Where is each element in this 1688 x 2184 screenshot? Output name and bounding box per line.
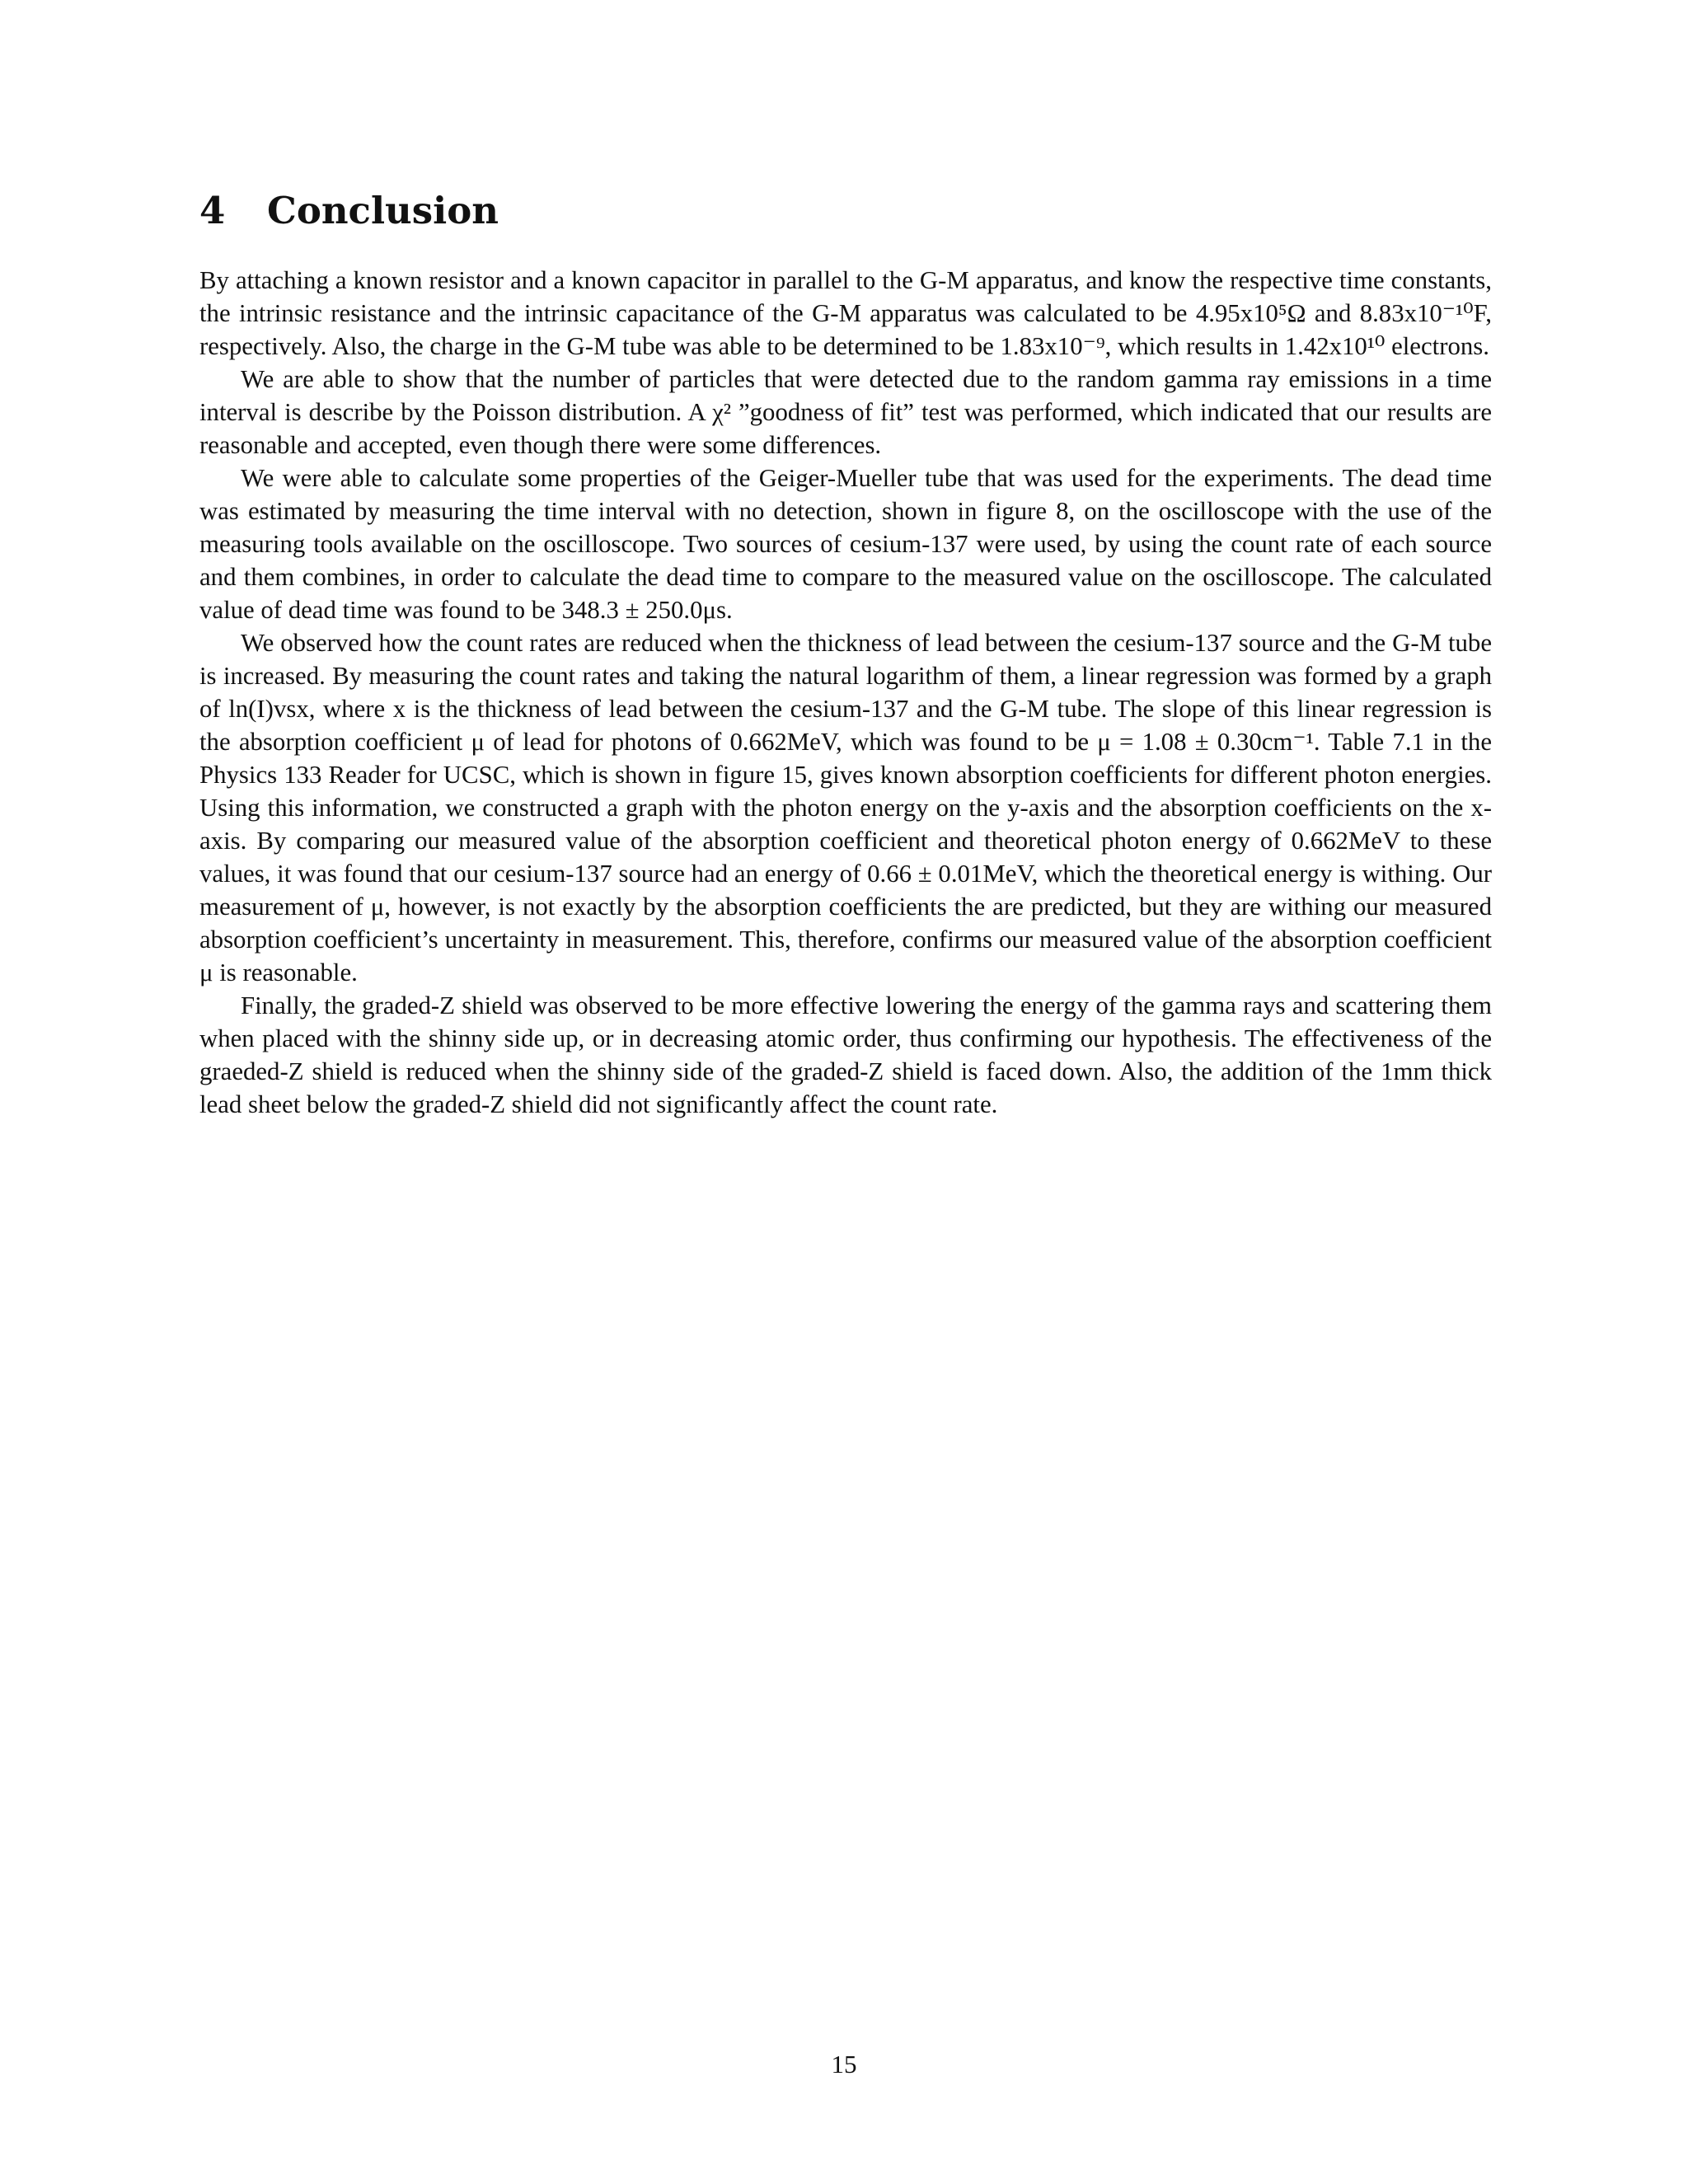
paragraph-absorption-coefficient: We observed how the count rates are reduced when the thickness of lead between the cesium-137 source and the G-M tube is increased. By measuring the count rates and taking the natural logarithm of them, a linear regression was formed by a graph of ln(I)vsx, where x is the thickness of lead between the cesium-137 and the G-M tube. The slope of this linear regression is the absorption coefficient μ of lead for photons of 0.662MeV, which was found to be μ = 1.08 ± 0.30cm⁻¹. Table 7.1 in the Physics 133 Reader for UCSC, which is shown in figure 15, gives known absorption coefficients for different photon energies. Using this information, we constructed a graph with the photon energy on the y-axis and the absorption coefficients on the x-axis. By comparing our measured value of the absorption coefficient and theoretical photon energy of 0.662MeV to these values, it was found that our cesium-137 source had an energy of 0.66 ± 0.01MeV, which the theoretical energy is withing. Our measurement of μ, however, is not exactly by the absorption coefficients the are predicted, but they are withing our measured absorption coefficient’s uncertainty in measurement. This, therefore, confirms our measured value of the absorption coefficient μ is reasonable. — [199, 629, 1492, 987]
section-number: 4 — [199, 189, 226, 232]
conclusion-body — [199, 264, 1492, 1121]
paragraph-graded-z-shield: Finally, the graded-Z shield was observed to be more effective lowering the energy of the gamma rays and scattering them when placed with the shinny side up, or in decreasing atomic order, thus confirming our hypothesis. The effectiveness of the graeded-Z shield is reduced when the shinny side of the graded-Z shield is faced down. Also, the addition of the 1mm thick lead sheet below the graded-Z shield did not significantly affect the count rate. — [199, 991, 1492, 1118]
section-heading — [199, 188, 1492, 234]
paragraph-intrinsic-properties: By attaching a known resistor and a known capacitor in parallel to the G-M apparatus, and know the respective time constants, the intrinsic resistance and the intrinsic capacitance of the G-M apparatus was calculated to be 4.95x10⁵Ω and 8.83x10⁻¹⁰F, respectively. Also, the charge in the G-M tube was able to be determined to be 1.83x10⁻⁹, which results in 1.42x10¹⁰ electrons. — [199, 266, 1492, 360]
paragraph-poisson-distribution: We are able to show that the number of particles that were detected due to the random gamma ray emissions in a time interval is describe by the Poisson distribution. A χ² ”goodness of fit” test was performed, which indicated that our results are reasonable and accepted, even though there were some differences. — [199, 365, 1492, 459]
page-content — [199, 188, 1492, 1121]
section-title: Conclusion — [267, 189, 499, 232]
paragraph-dead-time: We were able to calculate some properties of the Geiger-Mueller tube that was used for the experiments. The dead time was estimated by measuring the time interval with no detection, shown in figure 8, on the oscilloscope with the use of the measuring tools available on the oscilloscope. Two sources of cesium-137 were used, by using the count rate of each source and them combines, in order to calculate the dead time to compare to the measured value on the oscilloscope. The calculated value of dead time was found to be 348.3 ± 250.0μs. — [199, 464, 1492, 624]
page-number: 15 — [831, 2050, 857, 2079]
